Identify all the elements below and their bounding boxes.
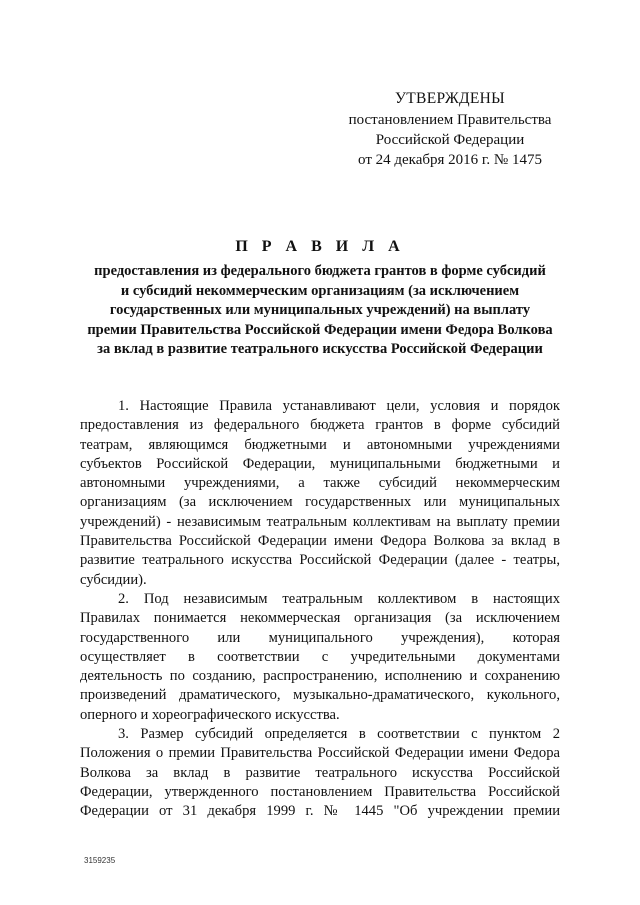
paragraph-1-line: автономными учреждениями, а также субсидий некоммерческим [80,475,560,492]
paragraph-3-line: 3. Размер субсидий определяется в соответствии с пунктом 2 [118,726,560,743]
document-code: 3159235 [84,856,116,865]
paragraph-1-line: субсидии). [80,571,147,588]
rules-body [80,397,560,822]
paragraph-3-line: Федерации от 31 декабря 1999 г. № 1445 "Об учреждении премии [80,803,560,820]
paragraph-2-line: деятельность по созданию, распространению, исполнению и сохранению [80,668,560,685]
paragraph-1-line: учреждений) - независимым театральным коллективам на выплату премии [80,513,560,530]
paragraph-1-line: развитие театрального искусства Российской Федерации (далее - театры, [80,552,560,569]
paragraph-1-line: организациям (за исключением государственных или муниципальных [80,494,560,511]
paragraph-1-line: предоставления из федерального бюджета грантов в форме субсидий [80,417,560,434]
rules-title: П Р А В И Л А [235,238,405,255]
subtitle-line: государственных или муниципальных учреждений) на выплату [109,302,531,318]
paragraph-2-line: осуществляет в соответствии с учредительными документами [80,648,560,665]
subtitle-line: предоставления из федерального бюджета грантов в форме субсидий [94,263,546,279]
subtitle-line: за вклад в развитие театрального искусства Российской Федерации [97,341,543,357]
rules-subtitle [60,262,580,360]
paragraph-1-line: субъектов Российской Федерации, муниципальными бюджетными и [80,455,560,472]
approval-title: УТВЕРЖДЕНЫ [395,90,505,107]
paragraph-2-line: Правилах понимается некоммерческая организация (за исключением [80,610,560,627]
paragraph-2-line: 2. Под независимым театральным коллективом в настоящих [118,590,560,607]
paragraph-3-line: Федерации, утвержденного постановлением Правительства Российской [80,783,560,800]
paragraph-2-line: государственного или муниципального учреждения), которая [80,629,560,646]
approval-line: Российской Федерации [375,132,525,148]
approval-block [330,88,570,170]
paragraph-3-line: Волкова за вклад в развитие театрального искусства Российской [80,764,560,781]
paragraph-1-line: 1. Настоящие Правила устанавливают цели, условия и порядок [118,398,560,414]
paragraph-1-line: Правительства Российской Федерации имени Федора Волкова за вклад в [80,533,560,550]
approval-line: постановлением Правительства [348,112,552,128]
approval-line: от 24 декабря 2016 г. № 1475 [358,152,542,168]
subtitle-line: премии Правительства Российской Федерации имени Федора Волкова [87,321,553,338]
subtitle-line: и субсидий некоммерческим организациям (за исключением [120,282,520,299]
paragraph-2-line: оперного и хореографического искусства. [80,706,340,723]
paragraph-3-line: Положения о премии Правительства Российской Федерации имени Федора [80,745,560,762]
paragraph-1-line: театрам, являющимся бюджетными и автономными учреждениями [80,436,560,453]
paragraph-2-line: произведений драматического, музыкально-драматического, кукольного, [80,687,560,704]
